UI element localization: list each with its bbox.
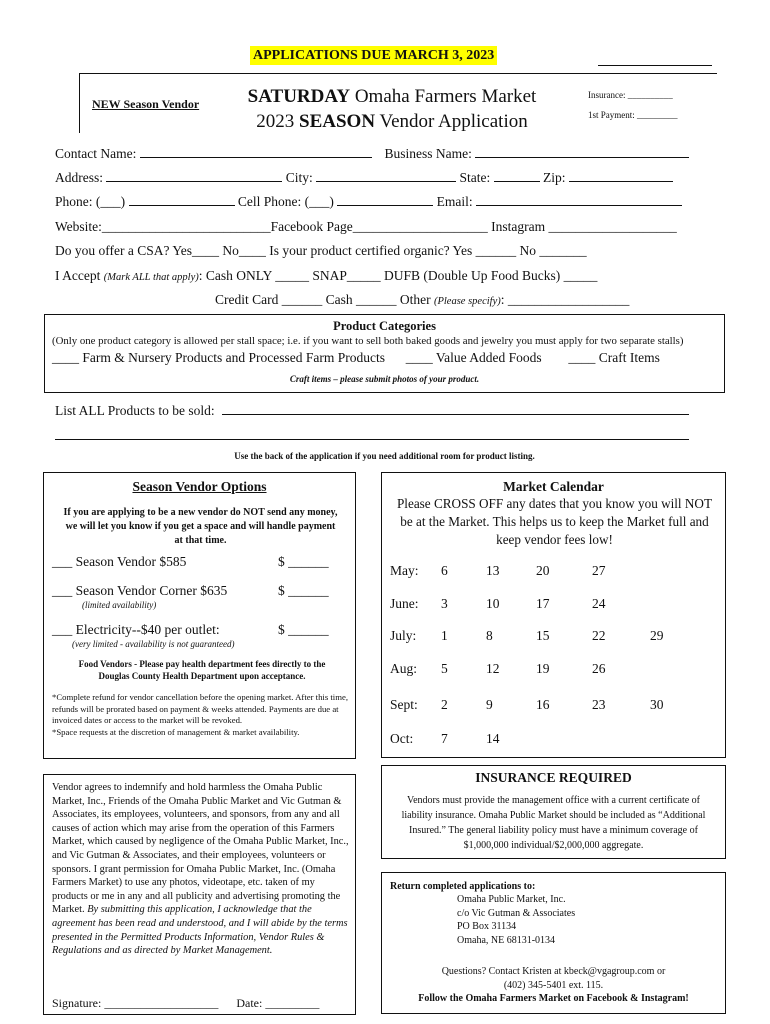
products-line-2[interactable] (55, 439, 689, 440)
season-vendor-option[interactable]: ___ Season Vendor $585 (52, 554, 187, 569)
product-categories-subtitle: (Only one product category is allowed per stall space; i.e. if you want to sell both baked goods and jewelry you must apply for two separate stalls) (52, 335, 684, 347)
electricity-amount[interactable]: $ ______ (278, 622, 329, 637)
food-vendors-note: Food Vendors - Please pay health department fees directly to the Douglas County Health Department upon acceptance. (78, 659, 326, 681)
limited-availability-note: (limited availability) (82, 600, 157, 610)
calendar-month-label: Aug: (390, 661, 417, 676)
products-label: List ALL Products to be sold: (55, 403, 215, 418)
calendar-date[interactable]: 29 (650, 628, 664, 643)
season-options-subtitle: If you are applying to be a new vendor do NOT send any money, we will let you know if you get a space and will handle payment at that time. (63, 507, 338, 546)
calendar-month-label: July: (390, 628, 417, 643)
return-address: Omaha Public Market, Inc. c/o Vic Gutman & Associates PO Box 31134 Omaha, NE 68131-0134 (457, 894, 576, 946)
calendar-date[interactable]: 22 (592, 628, 606, 643)
cell-phone-label: Cell Phone: (___) (237, 194, 334, 209)
insurance-title: INSURANCE REQUIRED (475, 770, 632, 785)
calendar-date[interactable]: 12 (486, 661, 500, 676)
return-title: Return completed applications to: (390, 881, 536, 892)
electricity-note: (very limited - availability is not guaranteed) (72, 639, 235, 649)
calendar-date[interactable]: 26 (592, 661, 606, 676)
contact-name-label: Contact Name: (55, 146, 137, 161)
zip-field[interactable] (569, 169, 673, 182)
payment-other-row[interactable]: Credit Card ______ Cash ______ Other (Please specify): __________________ (215, 292, 630, 307)
calendar-date[interactable]: 20 (536, 563, 550, 578)
calendar-date[interactable]: 30 (650, 697, 664, 712)
season-corner-amount[interactable]: $ ______ (278, 583, 329, 598)
calendar-month-label: Sept: (390, 697, 418, 712)
season-options-title: Season Vendor Options (132, 479, 267, 494)
calendar-date[interactable]: 17 (536, 596, 550, 611)
calendar-date[interactable]: 5 (441, 661, 448, 676)
category-craft-option[interactable]: ____ Craft Items (568, 350, 660, 365)
address-field[interactable] (106, 169, 282, 182)
city-label: City: (285, 170, 313, 185)
contact-name-field[interactable] (140, 145, 372, 158)
calendar-month-label: May: (390, 563, 419, 578)
electricity-option[interactable]: ___ Electricity--$40 per outlet: (52, 622, 220, 637)
calendar-date[interactable]: 27 (592, 563, 606, 578)
phone-field[interactable] (129, 193, 235, 206)
calendar-date[interactable]: 16 (536, 697, 550, 712)
phone-row (55, 193, 682, 211)
follow-social-note: Follow the Omaha Farmers Market on Facebook & Instagram! (418, 993, 689, 1004)
calendar-date[interactable]: 9 (486, 697, 493, 712)
calendar-date[interactable]: 13 (486, 563, 500, 578)
address-label: Address: (55, 170, 103, 185)
signature-row (52, 996, 319, 1011)
contact-row (55, 145, 689, 163)
email-label: Email: (436, 194, 473, 209)
calendar-date[interactable]: 2 (441, 697, 448, 712)
category-farm-option[interactable]: ____ Farm & Nursery Products and Processed Farm Products (52, 350, 385, 365)
business-name-field[interactable] (475, 145, 689, 158)
state-field[interactable] (494, 169, 540, 182)
signature-field[interactable]: Signature: ___________________ (52, 996, 219, 1010)
category-value-added-option[interactable]: ____ Value Added Foods (405, 350, 542, 365)
phone-label: Phone: (___) (55, 194, 126, 209)
state-label: State: (459, 170, 491, 185)
calendar-month-label: Oct: (390, 731, 414, 746)
first-payment-office-field: 1st Payment: _________ (588, 110, 678, 120)
calendar-date[interactable]: 10 (486, 596, 500, 611)
calendar-date[interactable]: 7 (441, 731, 448, 746)
calendar-date[interactable]: 23 (592, 697, 606, 712)
calendar-date[interactable]: 14 (486, 731, 500, 746)
date-field[interactable]: Date: _________ (236, 996, 320, 1010)
indemnity-agreement: Vendor agrees to indemnify and hold harmless the Omaha Public Market, Inc., Friends of the Omaha Public Market and Vic Gutman & Associates, its employees, volunteers, and sponsors, from any and all causes of action which may arise from the operation of this Farmers Market, which caused by negligence of the Omaha Public Market, Inc., and Vic Gutman & Associates, and their employees, volunteers or sponsors. I grant permission for Omaha Public Market, Inc. (Omaha Farmers Market) to use any photos, videotape, etc. taken of my products or me in any and all publicity and advertising promoting the Market. By submitting this application, I acknowledge that the agreement has been read and understood, and I will abide by the terms presented in the Permitted Products Information, Vendor Rules & Regulations and as directed by Market Management. (52, 782, 349, 957)
products-line-1[interactable] (222, 414, 689, 415)
calendar-date[interactable]: 1 (441, 628, 448, 643)
product-category-options (52, 350, 660, 366)
due-date-banner: APPLICATIONS DUE MARCH 3, 2023 (250, 46, 497, 65)
email-field[interactable] (476, 193, 682, 206)
csa-organic-row[interactable]: Do you offer a CSA? Yes____ No____ Is your product certified organic? Yes ______ No _______ (55, 243, 587, 258)
season-vendor-amount[interactable]: $ ______ (278, 554, 329, 569)
calendar-date[interactable]: 3 (441, 596, 448, 611)
calendar-date[interactable]: 8 (486, 628, 493, 643)
back-of-page-note: Use the back of the application if you need additional room for product listing. (234, 451, 535, 461)
cell-phone-field[interactable] (337, 193, 433, 206)
market-calendar-title: Market Calendar (503, 479, 604, 494)
refund-policy: *Complete refund for vendor cancellation before the opening market. After this time, refunds will be prorated based on payment & weeks attended. Payments are due at invoiced dates or access to the market will be revoked. *Space requests at the discretion of management & market availability. (52, 692, 348, 737)
calendar-date[interactable]: 19 (536, 661, 550, 676)
market-calendar-instructions: Please CROSS OFF any dates that you know you will NOT be at the Market. This helps us to keep the Market full and keep vendor fees low! (396, 496, 713, 547)
calendar-month-label: June: (390, 596, 419, 611)
insurance-text: Vendors must provide the management office with a current certificate of liability insurance. Omaha Public Market should be included as “Additional Insured.” The general liability policy must have a minimum coverage of $1,000,000 individual/$2,000,000 aggregate. (401, 795, 706, 851)
page-title: SATURDAY Omaha Farmers Market 2023 SEASON Vendor Application (247, 86, 537, 132)
calendar-date[interactable]: 24 (592, 596, 606, 611)
city-field[interactable] (316, 169, 456, 182)
address-row (55, 169, 673, 187)
new-vendor-label: NEW Season Vendor (92, 97, 200, 111)
business-name-label: Business Name: (384, 146, 472, 161)
insurance-office-field: Insurance: __________ (588, 90, 673, 100)
product-categories-title: Product Categories (333, 319, 436, 333)
contact-questions: Questions? Contact Kristen at kbeck@vgagroup.com or (402) 345-5401 ext. 115. (441, 966, 666, 991)
payment-accept-row[interactable]: I Accept (Mark ALL that apply): Cash ONLY _____ SNAP_____ DUFB (Double Up Food Bucks) _____ (55, 268, 598, 283)
season-corner-option[interactable]: ___ Season Vendor Corner $635 (52, 583, 228, 598)
craft-note: Craft items – please submit photos of your product. (289, 374, 480, 384)
website-row[interactable]: Website:_________________________Facebook Page____________________ Instagram ___________________ (55, 219, 677, 234)
zip-label: Zip: (543, 170, 566, 185)
calendar-date[interactable]: 6 (441, 563, 448, 578)
office-use-line (598, 65, 712, 66)
calendar-date[interactable]: 15 (536, 628, 550, 643)
